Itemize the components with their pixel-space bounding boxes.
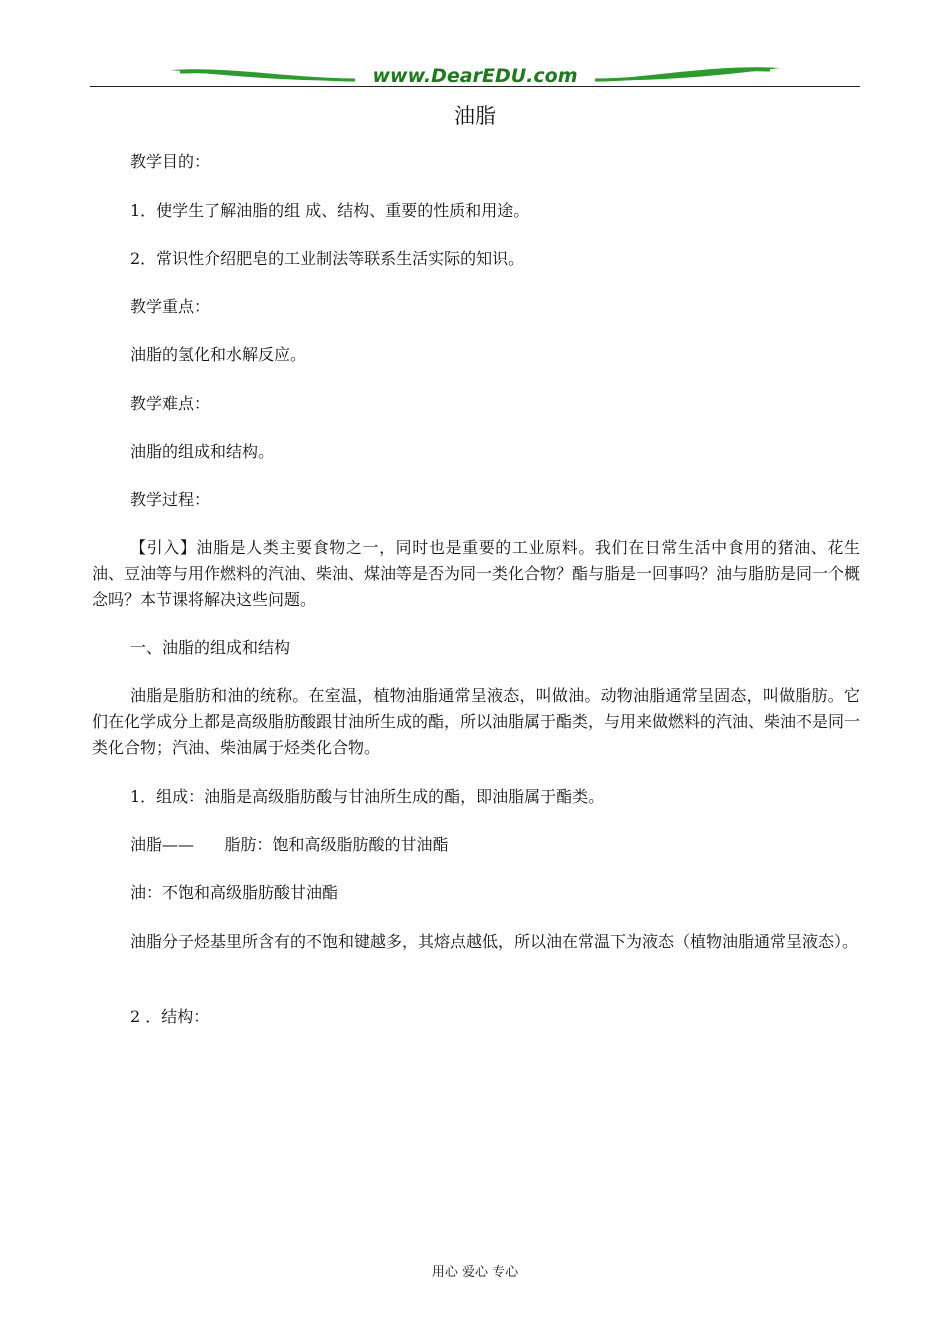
paragraph: 油：不饱和高级脂肪酸甘油酯 — [130, 883, 339, 902]
paragraph: 油脂的氢化和水解反应。 — [130, 345, 307, 364]
page-title: 油脂 — [454, 104, 496, 128]
header-rule — [90, 86, 860, 87]
paragraph: 教学过程： — [130, 490, 211, 509]
paragraph: 油脂—— 脂肪：饱和高级脂肪酸的甘油酯 — [130, 835, 449, 854]
paragraph: 1．使学生了解油脂的组 成、结构、重要的性质和用途。 — [130, 201, 530, 220]
paragraph: 油脂是脂肪和油的统称。在室温，植物油脂通常呈液态，叫做油。动物油脂通常呈固态，叫做脂肪。它们在化学成分上都是高级脂肪酸跟甘油所生成的酯，所以油脂属于酯类，与用来做燃料的汽油、柴油不是同一类化合物；汽油、柴油属于烃类化合物。 — [92, 686, 861, 757]
paragraph: 2．常识性介绍肥皂的工业制法等联系生活实际的知识。 — [130, 249, 525, 268]
paragraph: 教学目的： — [130, 152, 211, 171]
paragraph: 油脂分子烃基里所含有的不饱和键越多，其熔点越低，所以油在常温下为液态（植物油脂通常呈液态）。 — [130, 932, 859, 951]
dearedu-logo — [170, 62, 780, 88]
paragraph: 教学重点： — [130, 297, 211, 316]
paragraph: 油脂的组成和结构。 — [130, 442, 275, 461]
paragraph: 教学难点： — [130, 394, 211, 413]
section-heading: 一、油脂的组成和结构 — [130, 638, 291, 657]
paragraph: 【引入】油脂是人类主要食物之一，同时也是重要的工业原料。我们在日常生活中食用的猪油、花生油、豆油等与用作燃料的汽油、柴油、煤油等是否为同一类化合物？酯与脂是一回事吗？油与脂肪是同一个概念吗？本节课将解决这些问题。 — [92, 538, 861, 609]
logo-text: www.DearEDU.com — [372, 65, 578, 87]
paragraph: 2 ．结构： — [130, 1007, 210, 1026]
page-footer: 用心 爱心 专心 — [431, 1265, 519, 1280]
paragraph: 1．组成：油脂是高级脂肪酸与甘油所生成的酯，即油脂属于酯类。 — [130, 787, 605, 806]
